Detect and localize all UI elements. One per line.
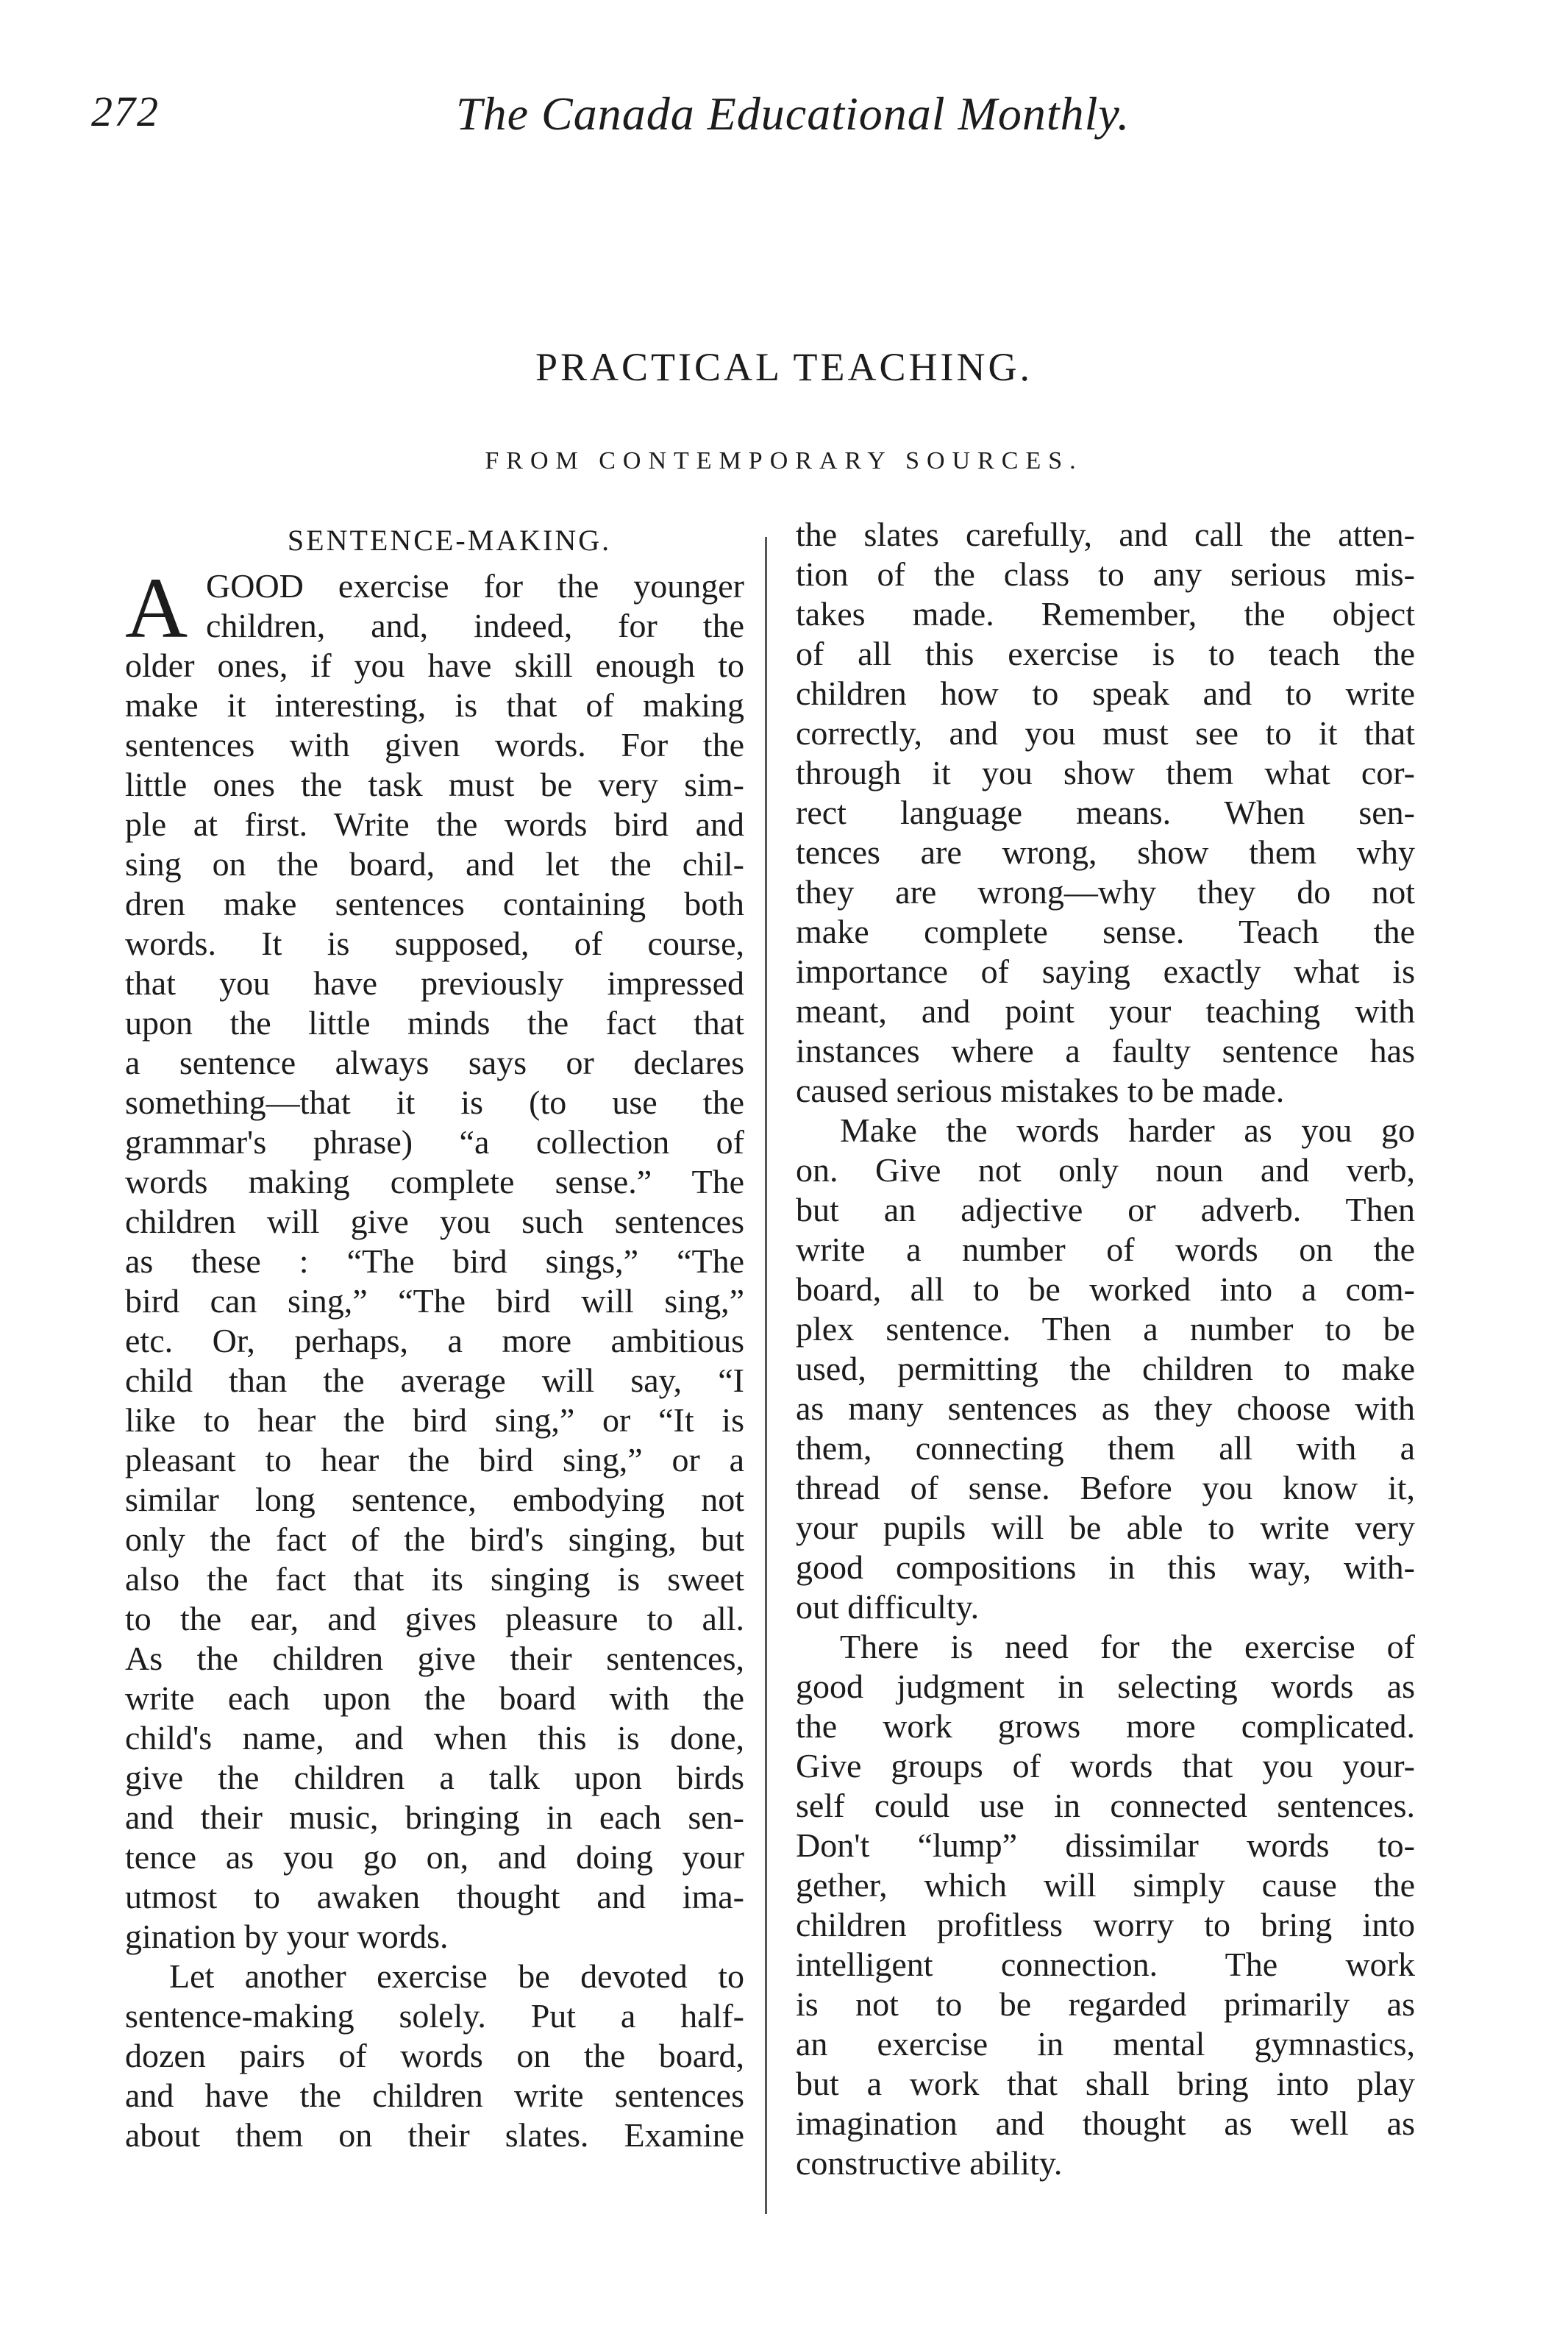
text-line: sentences with given words. For the xyxy=(125,726,744,764)
text-line: correctly, and you must see to it that xyxy=(796,714,1415,752)
text-line: There is need for the exercise of xyxy=(840,1628,1415,1665)
text-line: tences are wrong, show them why xyxy=(796,833,1415,871)
text-line: As the children give their sentences, xyxy=(125,1640,744,1677)
text-line: dren make sentences containing both xyxy=(125,885,744,922)
text-line: the work grows more complicated. xyxy=(796,1707,1415,1745)
text-line: little ones the task must be very sim- xyxy=(125,766,744,803)
text-line: and have the children write sentences xyxy=(125,2077,744,2114)
text-line: write a number of words on the xyxy=(796,1231,1415,1268)
text-line: child's name, and when this is done, xyxy=(125,1719,744,1757)
text-line: of all this exercise is to teach the xyxy=(796,635,1415,672)
text-line: a sentence always says or declares xyxy=(125,1044,744,1081)
text-line: words making complete sense.” The xyxy=(125,1163,744,1200)
text-line: caused serious mistakes to be made. xyxy=(796,1072,1285,1109)
text-line: tence as you go on, and doing your xyxy=(125,1838,744,1876)
text-line: as many sentences as they choose with xyxy=(796,1389,1415,1427)
text-line: gether, which will simply cause the xyxy=(796,1866,1415,1904)
text-line: gination by your words. xyxy=(125,1918,449,1955)
text-line: write each upon the board with the xyxy=(125,1679,744,1717)
text-line: as these : “The bird sings,” “The xyxy=(125,1242,744,1280)
text-line: rect language means. When sen- xyxy=(796,794,1415,831)
text-line: good judgment in selecting words as xyxy=(796,1668,1415,1705)
text-line: dozen pairs of words on the board, xyxy=(125,2037,744,2074)
text-line: ple at first. Write the words bird and xyxy=(125,805,744,843)
article-title: PRACTICAL TEACHING. xyxy=(535,345,1033,389)
text-line: bird can sing,” “The bird will sing,” xyxy=(125,1282,744,1320)
text-line: takes made. Remember, the object xyxy=(796,595,1415,633)
running-head xyxy=(74,87,1486,146)
text-line: through it you show them what cor- xyxy=(796,754,1415,791)
section-heading: SENTENCE-MAKING. xyxy=(287,524,612,557)
text-line: Let another exercise be devoted to xyxy=(169,1957,744,1995)
text-line: older ones, if you have skill enough to xyxy=(125,647,744,684)
text-line: instances where a faulty sentence has xyxy=(796,1032,1415,1070)
article-subtitle: FROM CONTEMPORARY SOURCES. xyxy=(485,447,1083,474)
page-number: 272 xyxy=(91,88,160,135)
text-line: child than the average will say, “I xyxy=(125,1362,744,1399)
text-line: grammar's phrase) “a collection of xyxy=(125,1123,744,1161)
text-line: to the ear, and gives pleasure to all. xyxy=(125,1600,744,1637)
text-line: constructive ability. xyxy=(796,2144,1063,2182)
text-line: children profitless worry to bring into xyxy=(796,1906,1415,1943)
text-line: give the children a talk upon birds xyxy=(125,1759,744,1796)
text-line: them, connecting them all with a xyxy=(796,1429,1415,1467)
text-line: sing on the board, and let the chil- xyxy=(125,845,744,883)
text-line: importance of saying exactly what is xyxy=(796,953,1415,990)
text-line: out difficulty. xyxy=(796,1588,980,1626)
text-line: board, all to be worked into a com- xyxy=(796,1270,1415,1308)
text-line: Don't “lump” dissimilar words to- xyxy=(796,1826,1415,1864)
text-line: about them on their slates. Examine xyxy=(125,2116,744,2154)
text-line: something—that it is (to use the xyxy=(125,1083,744,1121)
text-line: is not to be regarded primarily as xyxy=(796,1985,1415,2023)
drop-cap: A xyxy=(125,560,188,656)
text-line: like to hear the bird sing,” or “It is xyxy=(125,1401,744,1439)
text-line: similar long sentence, embodying not xyxy=(125,1481,744,1518)
right-column xyxy=(796,515,1415,2183)
text-line: thread of sense. Before you know it, xyxy=(796,1469,1415,1506)
text-line: sentence-making solely. Put a half- xyxy=(125,1997,744,2035)
text-line: make complete sense. Teach the xyxy=(796,913,1415,950)
text-line: and their music, bringing in each sen- xyxy=(125,1798,744,1836)
text-line: also the fact that its singing is sweet xyxy=(125,1560,744,1598)
text-line: but an adjective or adverb. Then xyxy=(796,1191,1415,1228)
text-line: an exercise in mental gymnastics, xyxy=(796,2025,1415,2063)
text-line: intelligent connection. The work xyxy=(796,1946,1415,1983)
drop-cap-paragraph-start xyxy=(125,560,744,656)
text-line: Give groups of words that you your- xyxy=(796,1747,1415,1784)
text-line: tion of the class to any serious mis- xyxy=(796,555,1415,593)
text-line: only the fact of the bird's singing, but xyxy=(125,1520,744,1558)
text-line: good compositions in this way, with- xyxy=(796,1548,1415,1586)
text-line: Make the words harder as you go xyxy=(840,1111,1415,1149)
text-line: children how to speak and to write xyxy=(796,675,1415,712)
text-line: self could use in connected sentences. xyxy=(796,1787,1415,1824)
text-line: that you have previously impressed xyxy=(125,964,744,1002)
text-line: but a work that shall bring into play xyxy=(796,2065,1415,2102)
text-line: children will give you such sentences xyxy=(125,1203,744,1240)
text-line: meant, and point your teaching with xyxy=(796,992,1415,1030)
text-line: GOOD exercise for the younger xyxy=(206,567,744,605)
text-line: children, and, indeed, for the xyxy=(206,607,744,644)
text-line: words. It is supposed, of course, xyxy=(125,925,744,962)
text-line: etc. Or, perhaps, a more ambitious xyxy=(125,1322,744,1359)
text-line: they are wrong—why they do not xyxy=(796,873,1415,911)
text-line: on. Give not only noun and verb, xyxy=(796,1151,1415,1189)
journal-title: The Canada Educational Monthly. xyxy=(456,88,1130,140)
text-line: imagination and thought as well as xyxy=(796,2104,1415,2142)
text-line: your pupils will be able to write very xyxy=(796,1509,1415,1546)
text-line: pleasant to hear the bird sing,” or a xyxy=(125,1441,744,1478)
text-line: plex sentence. Then a number to be xyxy=(796,1310,1415,1348)
column-rule xyxy=(765,537,767,2214)
text-line: utmost to awaken thought and ima- xyxy=(125,1878,744,1915)
text-line: used, permitting the children to make xyxy=(796,1350,1415,1387)
text-line: make it interesting, is that of making xyxy=(125,686,744,724)
text-line: upon the little minds the fact that xyxy=(125,1004,744,1042)
left-column xyxy=(125,515,744,2155)
text-line: the slates carefully, and call the atten- xyxy=(796,516,1415,553)
